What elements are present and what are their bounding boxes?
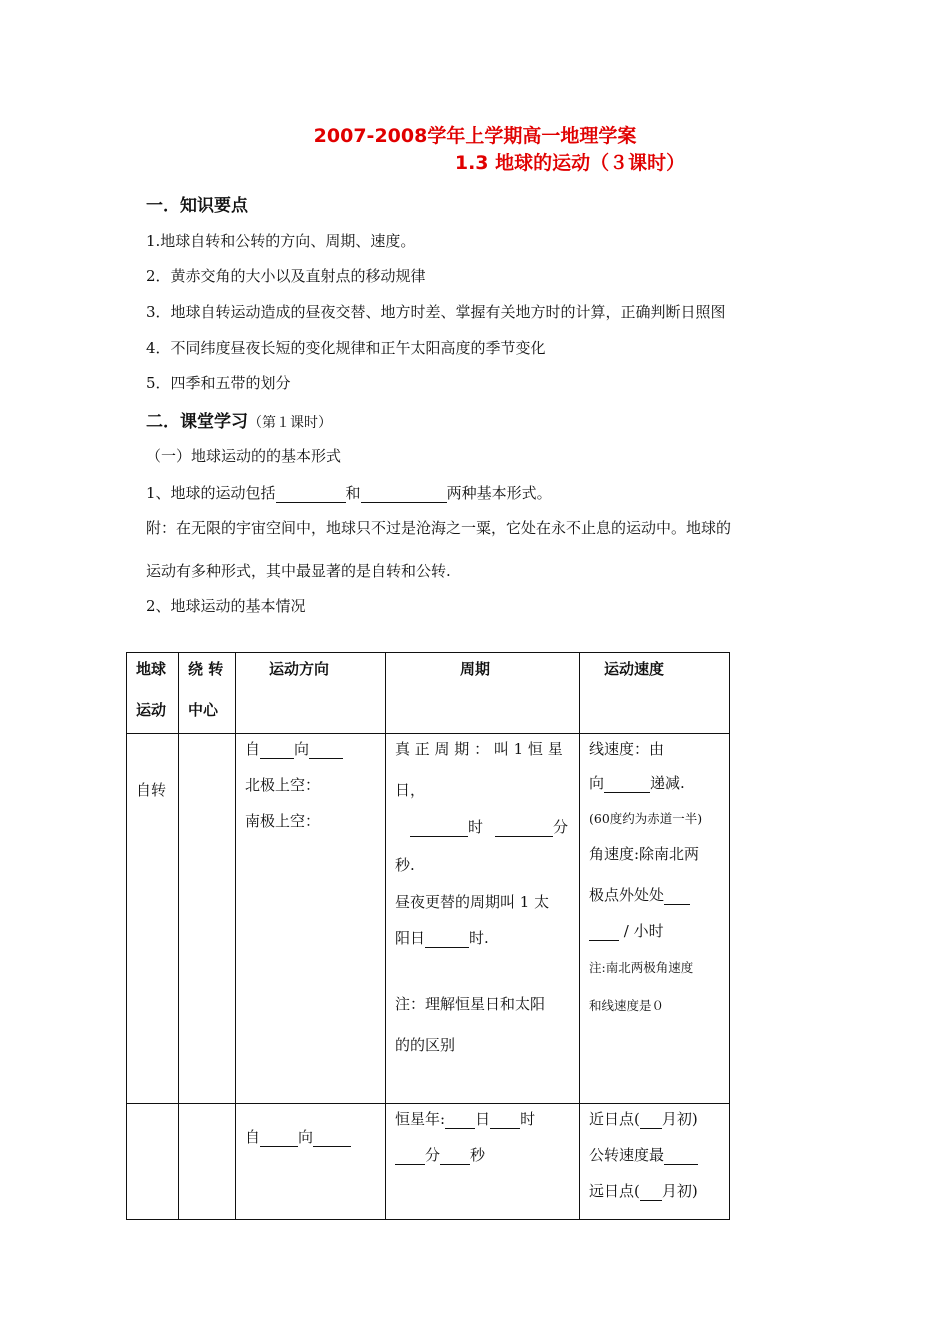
header-motion: 地球 运动 bbox=[127, 653, 179, 734]
table-row-revolution bbox=[127, 1104, 730, 1220]
blank-field[interactable] bbox=[664, 888, 690, 905]
blank-field[interactable] bbox=[640, 1112, 662, 1129]
blank-field[interactable] bbox=[425, 931, 469, 948]
blank-field[interactable] bbox=[313, 1130, 351, 1147]
knowledge-item-3: 3．地球自转运动造成的昼夜交替、地方时差、掌握有关地方时的计算，正确判断日照图 bbox=[146, 303, 726, 321]
blank-field[interactable] bbox=[495, 820, 553, 837]
revolution-speed: 近日点( 月初) 公转速度最 远日点( 月初) bbox=[580, 1104, 730, 1220]
rotation-direction: 自 向 北极上空： 南极上空： bbox=[236, 734, 386, 1104]
blank-field[interactable] bbox=[589, 924, 619, 941]
question-1: 1、地球的运动包括 和 两种基本形式。 bbox=[146, 484, 552, 502]
blank-field[interactable] bbox=[640, 1184, 662, 1201]
note-line-1: 附：在无限的宇宙空间中，地球只不过是沧海之一粟，它处在永不止息的运动中。地球的 bbox=[146, 519, 732, 537]
knowledge-item-2: 2．黄赤交角的大小以及直射点的移动规律 bbox=[146, 267, 426, 285]
section-2-heading: 二．课堂学习（第１课时） bbox=[146, 412, 332, 432]
blank-field[interactable] bbox=[664, 1148, 698, 1165]
rotation-period: 真 正 周 期 ： 叫 1 恒 星 日， 时 分 秒. 昼夜更替的周期叫 1 太 阳日 时. 注：理解恒星日和太阳 的的区别 bbox=[386, 734, 580, 1104]
earth-motion-table bbox=[126, 652, 730, 1220]
rotation-center bbox=[179, 734, 236, 1104]
blank-field[interactable] bbox=[361, 486, 447, 503]
table-header-row bbox=[127, 653, 730, 734]
lesson-note: （第１课时） bbox=[248, 415, 332, 431]
blank-field[interactable] bbox=[276, 486, 346, 503]
revolution-period: 恒星年: 日 时 分 秒 bbox=[386, 1104, 580, 1220]
doc-subtitle: 1.3 地球的运动（３课时） bbox=[454, 152, 686, 174]
knowledge-item-4: 4．不同纬度昼夜长短的变化规律和正午太阳高度的季节变化 bbox=[146, 339, 546, 357]
revolution-direction: 自 向 bbox=[236, 1104, 386, 1220]
question-2: 2、地球运动的基本情况 bbox=[146, 597, 306, 615]
header-center: 绕 转 中心 bbox=[179, 653, 236, 734]
header-period: 周期 bbox=[386, 653, 580, 734]
rotation-speed: 线速度：由 向 递减. (60度约为赤道一半) 角速度:除南北两 极点外处处 / 小时 注:南北两极角速度 和线速度是０ bbox=[580, 734, 730, 1104]
header-direction: 运动方向 bbox=[236, 653, 386, 734]
blank-field[interactable] bbox=[445, 1112, 475, 1129]
blank-field[interactable] bbox=[395, 1148, 425, 1165]
header-speed: 运动速度 bbox=[580, 653, 730, 734]
doc-title: 2007-2008学年上学期高一地理学案 bbox=[313, 125, 637, 147]
knowledge-item-5: 5．四季和五带的划分 bbox=[146, 374, 291, 392]
section-1-heading: 一．知识要点 bbox=[146, 196, 248, 216]
subsection-heading: （一）地球运动的的基本形式 bbox=[146, 447, 342, 465]
note-line-2: 运动有多种形式，其中最显著的是自转和公转. bbox=[146, 562, 451, 580]
blank-field[interactable] bbox=[440, 1148, 470, 1165]
blank-field[interactable] bbox=[604, 776, 650, 793]
rotation-name: 自转 bbox=[127, 734, 179, 1104]
knowledge-item-1: 1.地球自转和公转的方向、周期、速度。 bbox=[146, 232, 416, 250]
blank-field[interactable] bbox=[490, 1112, 520, 1129]
blank-field[interactable] bbox=[260, 1130, 298, 1147]
blank-field[interactable] bbox=[309, 742, 343, 759]
revolution-center bbox=[179, 1104, 236, 1220]
blank-field[interactable] bbox=[410, 820, 468, 837]
revolution-name bbox=[127, 1104, 179, 1220]
table-row-rotation bbox=[127, 734, 730, 1104]
blank-field[interactable] bbox=[260, 742, 294, 759]
